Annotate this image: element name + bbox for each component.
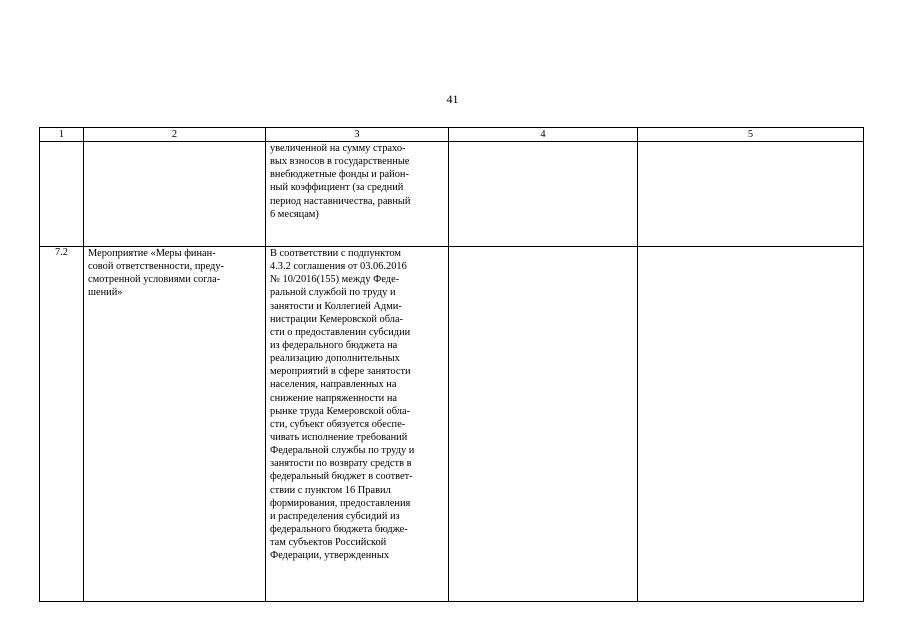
text-line: шений»	[88, 287, 123, 299]
col5-cell	[638, 142, 864, 247]
basis-cell	[266, 247, 449, 602]
text-line: № 10/2016(155) между Феде-	[270, 274, 400, 286]
text-line: внебюджетные фонды и район-	[270, 169, 409, 181]
text-line: там субъектов Российской	[270, 537, 387, 549]
text-line: сти о предоставлении субсидии	[270, 326, 411, 338]
text-line: совой ответственности, преду-	[88, 261, 224, 273]
header-col-2: 2	[84, 128, 266, 142]
text-line: период наставничества, равный	[270, 195, 411, 207]
text-line: формирования, предоставления	[270, 497, 411, 509]
text-line: занятости по возврату средств в	[270, 458, 412, 470]
text-line: сти, субъект обязуется обеспе-	[270, 418, 406, 430]
text-line: реализацию дополнительных	[270, 353, 400, 365]
text-line: В соответствии с подпунктом	[270, 248, 401, 259]
header-col-3: 3	[266, 128, 449, 142]
text-line: мероприятий в сфере занятости	[270, 366, 411, 378]
text-line: населения, направленных на	[270, 379, 397, 391]
text-line: ральной службой по труду и	[270, 287, 396, 299]
text-line: смотренной условиями согла-	[88, 274, 221, 286]
text-line: 4.3.2 соглашения от 03.06.2016	[270, 261, 407, 273]
page-number: 41	[446, 92, 459, 106]
text-line: Мероприятие «Меры финан-	[88, 248, 216, 259]
col4-cell	[449, 247, 638, 602]
measure-cell	[84, 247, 266, 602]
measure-text	[88, 247, 263, 300]
table-row	[40, 142, 864, 247]
header-col-1: 1	[40, 128, 84, 142]
text-line: вых взносов в государственные	[270, 156, 410, 168]
basis-text	[270, 142, 446, 221]
text-line: занятости и Коллегией Адми-	[270, 300, 402, 312]
text-line: и распределения субсидий из	[270, 510, 400, 522]
text-line: рынке труда Кемеровской обла-	[270, 405, 411, 417]
basis-cell	[266, 142, 449, 247]
col5-cell	[638, 247, 864, 602]
text-line: Федерации, утвержденных	[270, 550, 390, 562]
header-col-5: 5	[638, 128, 864, 142]
basis-text	[270, 247, 446, 562]
measure-cell	[84, 142, 266, 247]
table-row	[40, 247, 864, 602]
text-line: нистрации Кемеровской обла-	[270, 313, 404, 325]
row-number: 7.2	[40, 247, 84, 602]
text-line: Федеральной службы по труду и	[270, 445, 415, 457]
text-line: федеральный бюджет в соответ-	[270, 471, 413, 483]
text-line: чивать исполнение требований	[270, 431, 408, 443]
text-line: 6 месяцам)	[270, 208, 319, 220]
col4-cell	[449, 142, 638, 247]
measures-table	[39, 127, 864, 602]
text-line: ный коэффициент (за средний	[270, 182, 404, 194]
text-line: снижение напряженности на	[270, 392, 398, 404]
text-line: федерального бюджета бюдже-	[270, 523, 408, 535]
table-header-row	[40, 128, 864, 142]
text-line: увеличенной на сумму страхо-	[270, 143, 406, 154]
text-line: из федерального бюджета на	[270, 339, 398, 351]
row-number	[40, 142, 84, 247]
text-line: ствии с пунктом 16 Правил	[270, 484, 391, 496]
header-col-4: 4	[449, 128, 638, 142]
